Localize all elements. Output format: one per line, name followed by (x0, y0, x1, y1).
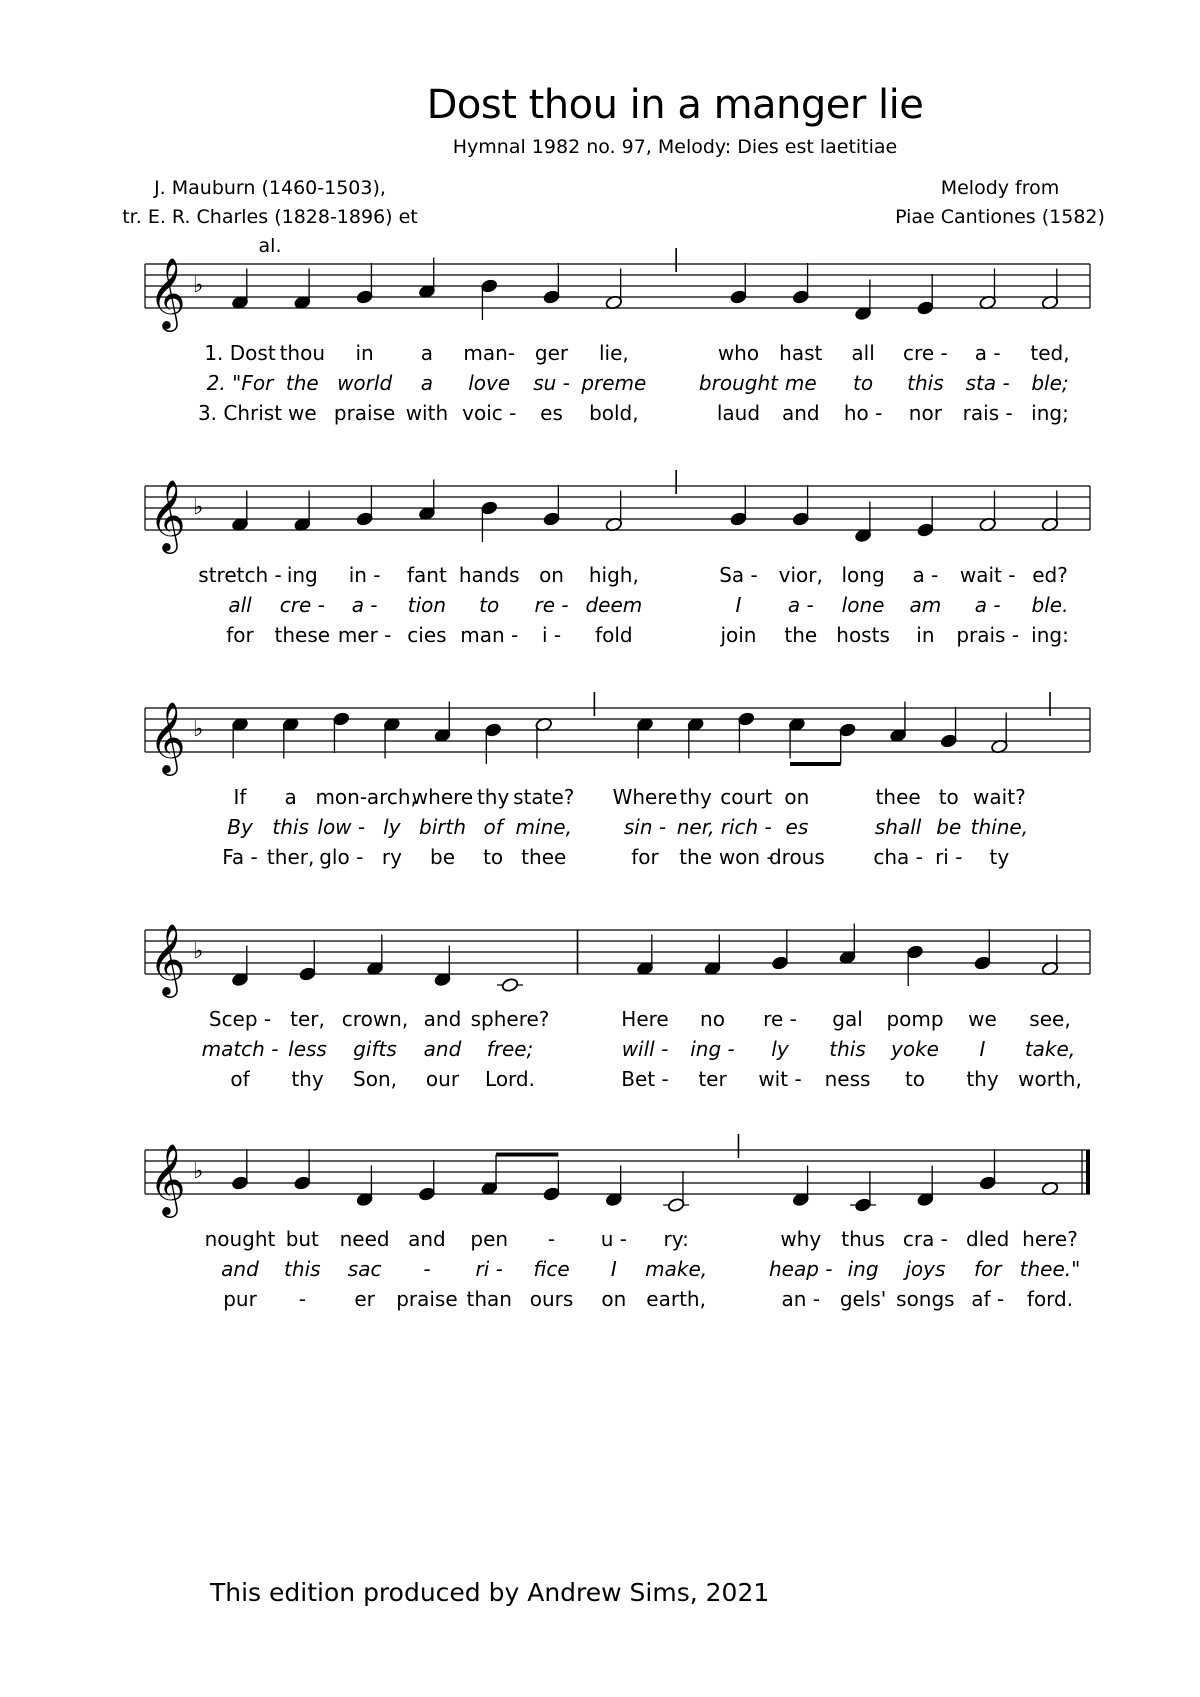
lyric-syllable: arch, (366, 785, 417, 809)
lyric-syllable: er (354, 1287, 375, 1311)
lyric-syllable: sphere? (470, 1007, 550, 1031)
lyric-syllable: Fa - (222, 845, 258, 869)
lyric-syllable: in (355, 341, 374, 365)
lyric-syllable: need (339, 1227, 390, 1251)
lyric-syllable: match - (201, 1037, 279, 1061)
lyric-syllable: ing (286, 563, 318, 587)
lyric-syllable: thee (875, 785, 921, 809)
lyric-syllable: ed? (1032, 563, 1068, 587)
lyric-syllable: an - (781, 1287, 821, 1311)
lyric-syllable: ly (383, 815, 401, 839)
lyric-syllable: dled (966, 1227, 1010, 1251)
music-credit-line2: Piae Cantiones (1582) (895, 206, 1105, 228)
lyric-syllable: pen (470, 1227, 509, 1251)
lyric-syllable: cra - (902, 1227, 948, 1251)
lyric-syllable: sin - (623, 815, 667, 839)
lyric-syllable: ing; (1031, 401, 1069, 425)
lyric-syllable: - (423, 1257, 431, 1281)
lyric-syllable: ter, (290, 1007, 325, 1031)
lyric-syllable: and (781, 401, 820, 425)
lyric-syllable: ble. (1031, 593, 1069, 617)
lyric-syllable: than (466, 1287, 512, 1311)
key-flat-icon: ♭ (193, 273, 204, 298)
lyric-syllable: a - (351, 593, 378, 617)
lyric-syllable: ford. (1026, 1287, 1074, 1311)
lyric-syllable: all (228, 593, 252, 617)
lyric-syllable: be (430, 845, 455, 869)
lyric-syllable: why (780, 1227, 822, 1251)
lyric-syllable: thee (521, 845, 567, 869)
treble-clef-icon: 𝄞 (149, 700, 186, 773)
lyric-syllable: this (272, 815, 309, 839)
lyric-syllable: thus (841, 1227, 885, 1251)
lyric-syllable: thee." (1019, 1257, 1081, 1281)
lyric-syllable: praise (396, 1287, 458, 1311)
lyric-syllable: ing (847, 1257, 879, 1281)
lyric-syllable: to (483, 845, 504, 869)
lyric-syllable: gifts (353, 1037, 397, 1061)
lyric-syllable: ner, (676, 815, 715, 839)
lyric-syllable: the (679, 845, 713, 869)
lyric-syllable: praise (333, 401, 396, 425)
lyric-syllable: mine, (515, 815, 572, 839)
lyric-syllable: the (784, 623, 818, 647)
lyric-syllable: thy (476, 785, 510, 809)
lyric-syllable: ty (989, 845, 1010, 869)
lyric-syllable: yoke (891, 1037, 939, 1061)
lyric-syllable: ours (529, 1287, 574, 1311)
lyric-syllable: low - (317, 815, 366, 839)
lyric-syllable: Sa - (719, 563, 758, 587)
lyric-syllable: re - (763, 1007, 797, 1031)
text-credit-line1: J. Mauburn (1460-1503), (154, 177, 386, 199)
lyric-syllable: to (479, 593, 500, 617)
lyric-syllable: won - (718, 845, 774, 869)
lyric-syllable: sta - (965, 371, 1010, 395)
staff-system (0, 224, 1200, 354)
lyric-syllable: ing - (690, 1037, 735, 1061)
lyric-syllable: make, (645, 1257, 708, 1281)
lyric-syllable: vior, (778, 563, 823, 587)
lyric-syllable: cha - (873, 845, 923, 869)
lyric-syllable: no (700, 1007, 725, 1031)
lyric-syllable: ri - (475, 1257, 503, 1281)
lyric-syllable: ri - (935, 845, 963, 869)
lyric-syllable: stretch - (198, 563, 282, 587)
lyric-syllable: af - (971, 1287, 1005, 1311)
lyric-syllable: hands (458, 563, 520, 587)
lyric-syllable: wait - (959, 563, 1016, 587)
lyric-syllable: tion (407, 593, 447, 617)
lyric-syllable: this (829, 1037, 866, 1061)
lyric-syllable: I (610, 1257, 617, 1281)
edition-credit: This edition produced by Andrew Sims, 2021 (210, 1578, 770, 1607)
lyric-syllable: I (979, 1037, 986, 1061)
lyric-syllable: i - (541, 623, 562, 647)
lyric-syllable: of (483, 815, 503, 839)
lyric-syllable: long (841, 563, 885, 587)
lyric-syllable: of (230, 1067, 250, 1091)
lyric-syllable: mer - (337, 623, 392, 647)
lyric-syllable: preme (581, 371, 647, 395)
lyric-syllable: we (968, 1007, 997, 1031)
lyric-syllable: laud (716, 401, 761, 425)
lyric-syllable: here? (1022, 1227, 1078, 1251)
lyric-syllable: this (284, 1257, 321, 1281)
lyric-syllable: on (784, 785, 810, 809)
lyric-syllable: be (936, 815, 962, 839)
lyric-syllable: in - (348, 563, 381, 587)
lyric-syllable: ter (698, 1067, 727, 1091)
lyric-syllable: take, (1024, 1037, 1076, 1061)
lyric-syllable: free; (486, 1037, 534, 1061)
lyric-syllable: less (288, 1037, 327, 1061)
lyric-syllable: a - (974, 593, 1001, 617)
lyric-syllable: es (540, 401, 563, 425)
lyric-syllable: a (420, 371, 434, 395)
key-flat-icon: ♭ (193, 495, 204, 520)
lyric-syllable: Here (621, 1007, 669, 1031)
lyric-syllable: for (226, 623, 254, 647)
key-flat-icon: ♭ (193, 717, 204, 742)
lyric-syllable: on (539, 563, 564, 587)
lyric-syllable: ted, (1030, 341, 1070, 365)
staff-system (0, 1110, 1200, 1240)
lyric-syllable: shall (874, 815, 922, 839)
lyric-syllable: hast (779, 341, 823, 365)
lyric-syllable: a - (787, 593, 814, 617)
lyric-syllable: thine, (970, 815, 1029, 839)
lyric-syllable: Lord. (485, 1067, 535, 1091)
lyric-syllable: court (720, 785, 773, 809)
lyric-syllable: all (851, 341, 875, 365)
lyric-syllable: By (227, 815, 253, 839)
lyric-syllable: Scep - (208, 1007, 272, 1031)
lyric-syllable: join (720, 623, 757, 647)
music-credit-line1: Melody from (940, 177, 1060, 199)
lyric-syllable: to (904, 1067, 926, 1091)
lyric-syllable: high, (588, 563, 639, 587)
lyric-syllable: u - (600, 1227, 627, 1251)
lyric-syllable: a (420, 341, 434, 365)
lyric-syllable: thou (279, 341, 326, 365)
lyric-syllable: but (285, 1227, 319, 1251)
lyric-syllable: cre - (903, 341, 948, 365)
lyric-syllable: our (425, 1067, 460, 1091)
lyric-syllable: ger (534, 341, 569, 365)
lyric-syllable: ble; (1031, 371, 1069, 395)
lyric-syllable: and (423, 1037, 462, 1061)
text-credit-line2: tr. E. R. Charles (1828-1896) et al. (122, 206, 418, 257)
lyric-syllable: If (233, 785, 247, 809)
lyric-syllable: birth (419, 815, 466, 839)
lyric-syllable: heap - (769, 1257, 833, 1281)
lyric-syllable: me (784, 371, 817, 395)
lyric-syllable: man - (460, 623, 519, 647)
lyric-syllable: with (405, 401, 449, 425)
treble-clef-icon: 𝄞 (149, 478, 186, 551)
lyric-syllable: will - (621, 1037, 669, 1061)
hymn-subtitle: Hymnal 1982 no. 97, Melody: Dies est laetitiae (452, 136, 898, 158)
lyric-syllable: thy (679, 785, 712, 809)
lyric-syllable: state? (513, 785, 575, 809)
lyric-syllable: rich - (720, 815, 772, 839)
lyric-syllable: thy (291, 1067, 324, 1091)
lyric-syllable: lie, (598, 341, 629, 365)
lyric-syllable: crown, (341, 1007, 409, 1031)
lyric-syllable: nor (908, 401, 942, 425)
lyric-syllable: we (287, 401, 317, 425)
lyric-syllable: drous (768, 845, 825, 869)
lyric-syllable: these (274, 623, 331, 647)
lyric-syllable: - (547, 1227, 556, 1251)
lyric-syllable: ry: (663, 1227, 689, 1251)
lyric-syllable: nought (204, 1227, 276, 1251)
lyric-syllable: prais - (956, 623, 1020, 647)
lyric-syllable: 1. Dost (204, 341, 276, 365)
lyric-syllable: deem (585, 593, 643, 617)
lyric-syllable: 3. Christ (197, 401, 283, 425)
lyric-syllable: am (909, 593, 942, 617)
lyric-syllable: on (601, 1287, 627, 1311)
lyric-syllable: wit - (758, 1067, 802, 1091)
lyric-syllable: world (337, 371, 393, 395)
key-flat-icon: ♭ (193, 939, 204, 964)
lyric-syllable: hosts (836, 623, 890, 647)
lyric-syllable: fant (407, 563, 447, 587)
lyric-syllable: Where (612, 785, 678, 809)
lyric-syllable: a - (912, 563, 939, 587)
lyric-syllable: for (973, 1257, 1002, 1281)
lyric-syllable: ing: (1031, 623, 1069, 647)
lyric-syllable: rais - (962, 401, 1013, 425)
lyric-syllable: glo - (319, 845, 364, 869)
lyric-syllable: a - (974, 341, 1001, 365)
lyric-syllable: the (285, 371, 319, 395)
lyric-syllable: mon- (315, 785, 368, 809)
lyric-syllable: for (631, 845, 659, 869)
lyric-syllable: to (938, 785, 959, 809)
lyric-syllable: and (408, 1227, 446, 1251)
treble-clef-icon: 𝄞 (149, 256, 186, 329)
lyric-syllable: and (423, 1007, 462, 1031)
lyric-syllable: cies (407, 623, 447, 647)
lyric-syllable: and (221, 1257, 259, 1281)
lyric-syllable: fold (595, 623, 633, 647)
lyric-syllable: earth, (646, 1287, 706, 1311)
lyric-syllable: cre - (279, 593, 325, 617)
lyric-syllable: gels' (839, 1287, 887, 1311)
lyric-syllable: es (785, 815, 809, 839)
lyric-syllable: gal (832, 1007, 863, 1031)
lyric-syllable: this (907, 371, 944, 395)
staff-system (0, 890, 1200, 1020)
lyric-syllable: su - (533, 371, 570, 395)
lyric-syllable: Bet - (621, 1067, 669, 1091)
lyric-syllable: to (853, 371, 874, 395)
lyric-syllable: bold, (589, 401, 639, 425)
lyric-syllable: where (411, 785, 474, 809)
staff-system (0, 668, 1200, 798)
lyric-syllable: ness (824, 1067, 871, 1091)
lyric-syllable: pomp (886, 1007, 944, 1031)
lyric-syllable: 2. "For (206, 371, 274, 395)
lyric-syllable: see, (1029, 1007, 1071, 1031)
lyric-syllable: sac (347, 1257, 382, 1281)
lyric-syllable: songs (896, 1287, 955, 1311)
lyric-syllable: a (284, 785, 297, 809)
lyric-syllable: re - (534, 593, 569, 617)
lyric-syllable: ry (381, 845, 402, 869)
treble-clef-icon: 𝄞 (149, 1142, 186, 1215)
staff-system (0, 446, 1200, 576)
lyric-syllable: lone (841, 593, 885, 617)
lyric-syllable: joys (905, 1257, 946, 1281)
treble-clef-icon: 𝄞 (149, 922, 186, 995)
lyric-syllable: fice (533, 1257, 570, 1281)
lyric-syllable: ly (771, 1037, 789, 1061)
hymn-title: Dost thou in a manger lie (426, 82, 924, 128)
lyric-syllable: man- (463, 341, 516, 365)
lyric-syllable: ther, (266, 845, 315, 869)
lyric-syllable: who (717, 341, 760, 365)
key-flat-icon: ♭ (193, 1159, 204, 1184)
lyric-syllable: ho - (843, 401, 883, 425)
lyric-syllable: in (916, 623, 935, 647)
lyric-syllable: pur (223, 1287, 257, 1311)
whole-note (501, 977, 519, 992)
lyric-syllable: Son, (353, 1067, 397, 1091)
lyric-syllable: I (735, 593, 742, 617)
lyric-syllable: wait? (973, 785, 1026, 809)
lyric-syllable: love (468, 371, 511, 395)
lyric-syllable: - (298, 1287, 306, 1311)
lyric-syllable: brought (698, 371, 778, 395)
lyric-syllable: voic - (462, 401, 517, 425)
lyric-syllable: worth, (1018, 1067, 1082, 1091)
lyric-syllable: thy (966, 1067, 999, 1091)
